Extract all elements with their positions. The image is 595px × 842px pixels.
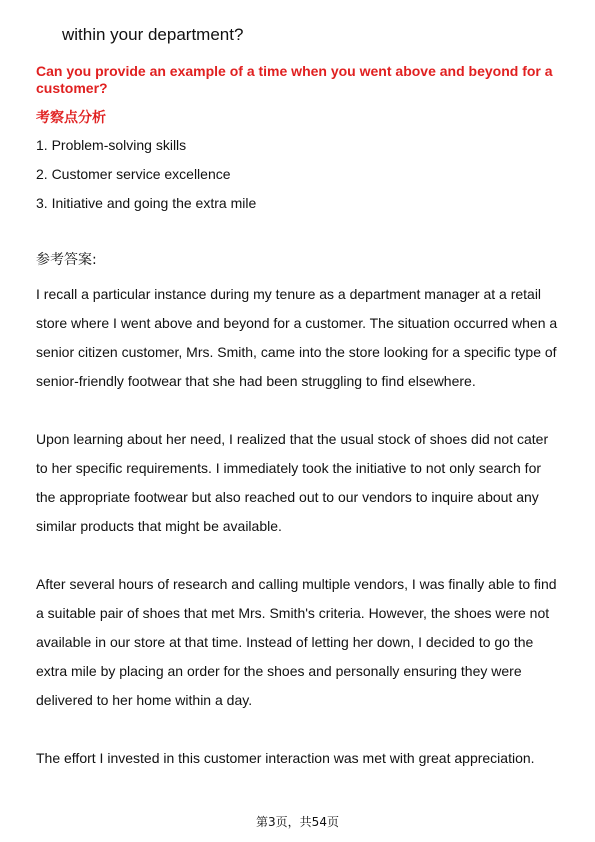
assessment-points-list bbox=[36, 135, 256, 222]
page-number-footer: 第3页，共54页 bbox=[256, 815, 339, 829]
list-item: 1. Problem-solving skills bbox=[36, 137, 187, 153]
answer-paragraph: Upon learning about her need, I realized that the usual stock of shoes did not cater to her specific requirements. I immediately took the initiative to not only search for the appropriate footwear but also reached out to our vendors to inquire about any similar products that might be available. bbox=[36, 431, 549, 534]
reference-answer-body bbox=[36, 280, 561, 802]
answer-paragraph: After several hours of research and calling multiple vendors, I was finally able to find a suitable pair of shoes that met Mrs. Smith's criteria. However, the shoes were not available in our store at that time. Instead of letting her down, I decided to go the extra mile by placing an order for the shoes and personally ensuring they were delivered to her home within a day. bbox=[36, 576, 557, 708]
answer-paragraph: I recall a particular instance during my tenure as a department manager at a retail store where I went above and beyond for a customer. The situation occurred when a senior citizen customer, Mrs. Smith, came into the store looking for a specific type of senior-friendly footwear that she had been struggling to find elsewhere. bbox=[36, 286, 558, 389]
list-item: 3. Initiative and going the extra mile bbox=[36, 195, 257, 211]
previous-question-fragment: within your department? bbox=[62, 25, 244, 44]
reference-answer-label: 参考答案: bbox=[36, 252, 97, 268]
assessment-points-heading: 考察点分析 bbox=[36, 110, 106, 126]
question-heading: Can you provide an example of a time when you went above and beyond for a customer? bbox=[36, 63, 553, 96]
list-item: 2. Customer service excellence bbox=[36, 166, 231, 182]
answer-paragraph: The effort I invested in this customer interaction was met with great appreciation. bbox=[36, 750, 535, 766]
